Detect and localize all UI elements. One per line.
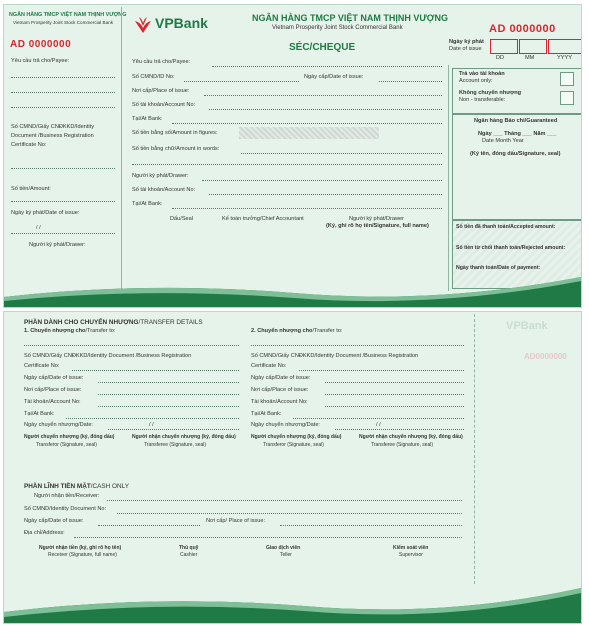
transfer-to-2: 2. Chuyển nhượng cho/Transfer to:: [251, 328, 343, 334]
transferor-1: Người chuyển nhượng (ký, đóng dấu): [24, 434, 115, 440]
stub-line: [11, 168, 115, 169]
transfer-date-slashes-1: / /: [149, 422, 154, 428]
stub-serial: AD 0000000: [10, 39, 72, 50]
cheque-front: [3, 4, 582, 308]
at-bank-line: [172, 123, 442, 124]
transfer-place-1: Nơi cấp/Place of issue:: [24, 387, 82, 393]
vpbank-logo-icon: [132, 14, 154, 34]
transfer-line: [66, 418, 239, 419]
drawer-signature-label: Người ký phát/Drawer: [349, 216, 404, 222]
sig-teller-en: Teller: [280, 552, 292, 558]
transferee-en-1: Transferee (Signature, seal): [144, 442, 207, 448]
stub-issue-date-label: Ngày ký phát/Date of issue:: [11, 210, 80, 216]
payee-line: [212, 66, 442, 67]
account-only-label: Trả vào tài khoản: [459, 71, 505, 77]
stub-date-slashes: / /: [36, 225, 41, 231]
stub-bank-name: NGÂN HÀNG TMCP VIỆT NAM THỊNH VƯỢNG: [9, 12, 127, 18]
stub-payee-label: Yêu cầu trả cho/Payee:: [11, 58, 70, 64]
transfer-line: [325, 406, 464, 407]
issue-date-label: Ngày ký phát: [449, 39, 484, 45]
receiver-label: Người nhận tiền/Receiver:: [34, 493, 100, 499]
stub-line: [11, 92, 115, 93]
transferor-2: Người chuyển nhượng (ký, đóng dấu): [251, 434, 342, 440]
accepted-amount-label: Số tiền đã thanh toán/Accepted amount:: [456, 224, 556, 230]
back-perforation: [474, 314, 475, 584]
mirror-serial: AD0000000: [524, 352, 567, 361]
mirror-brand: VPBank: [506, 320, 548, 332]
footer-wave: [4, 271, 581, 307]
transfer-cert-2: Certificate No:: [251, 363, 287, 369]
payee-label: Yêu cầu trả cho/Payee:: [132, 59, 191, 65]
bank-name: NGÂN HÀNG TMCP VIỆT NAM THỊNH VƯỢNG: [252, 13, 448, 23]
drawer-label: Người ký phát/Drawer:: [132, 173, 189, 179]
transfer-line: [293, 418, 464, 419]
seal-label: Dấu/Seal: [170, 216, 194, 222]
transferee-1: Người nhận chuyển nhượng (ký, đóng dấu): [132, 434, 236, 440]
date-mm-box[interactable]: [519, 39, 547, 54]
transfer-line: [325, 394, 464, 395]
stub-id-label: Số CMND/Giấy CNĐKKD/Identity Document /Business Registration Certificate No:: [11, 124, 94, 148]
transfer-account-1: Tài khoản/Account No:: [24, 399, 81, 405]
transfer-date-2: Ngày cấp/Date of issue:: [251, 375, 311, 381]
guarantee-title: Ngân hàng Bảo chi/Guaranteed: [474, 118, 558, 124]
transfer-cert-1: Certificate No:: [24, 363, 60, 369]
issue-date-label-en: Date of issue: [449, 46, 482, 52]
transferee-en-2: Transferee (Signature, seal): [371, 442, 434, 448]
transfer-tdate-1: Ngày chuyển nhượng/Date:: [24, 422, 93, 428]
sig-cashier: Thủ quỹ: [179, 545, 199, 551]
cheque-title: SÉC/CHEQUE: [289, 42, 356, 53]
guarantee-date: Ngày ___ Tháng ___ Năm ___: [478, 131, 557, 137]
sig-cashier-en: Cashier: [180, 552, 198, 558]
transfer-to-1: 1. Chuyển nhượng cho/Transfer to:: [24, 328, 116, 334]
id-no-line: [184, 81, 299, 82]
cash-line: [117, 513, 462, 514]
cash-line: [98, 525, 200, 526]
transfer-date-slashes-2: / /: [376, 422, 381, 428]
logo-text: VPBank: [155, 15, 208, 31]
date-dd-box[interactable]: [490, 39, 518, 54]
address-label: Địa chỉ/Address:: [24, 530, 65, 536]
amount-words-label: Số tiền bằng chữ/Amount in words:: [132, 146, 220, 152]
transfer-tdate-2: Ngày chuyển nhượng/Date:: [251, 422, 320, 428]
drawer-line: [202, 180, 442, 181]
stub-line: [11, 201, 115, 202]
cheque-serial: AD 0000000: [489, 23, 556, 35]
transfer-line: [98, 394, 239, 395]
transfer-line: [108, 429, 239, 430]
account-only-label-en: Account only:: [459, 78, 493, 84]
transfer-line: [24, 345, 239, 346]
drawer-account-label: Số tài khoản/Account No:: [132, 187, 196, 193]
account-line: [209, 109, 442, 110]
transfer-title: PHẦN DÀNH CHO CHUYỂN NHƯỢNG/TRANSFER DETAILS: [24, 319, 203, 326]
rejected-amount-label: Số tiền từ chối thanh toán/Rejected amount:: [456, 245, 566, 251]
receiver-id-label: Số CMND/Identity Document No:: [24, 506, 107, 512]
sig-receiver-en: Receiver (Signature, full name): [48, 552, 117, 558]
mm-label: MM: [525, 55, 535, 61]
stub-drawer-label: Người ký phát/Drawer:: [29, 242, 86, 248]
transfer-place-2: Nơi cấp/Place of issue:: [251, 387, 309, 393]
amount-words-line-2: [132, 164, 442, 165]
right-column-divider: [448, 65, 449, 291]
drawer-bank-line: [172, 208, 442, 209]
perforation-line: [121, 7, 122, 289]
stub-bank-name-en: Vietnam Prosperity Joint Stock Commercial Bank: [13, 20, 113, 25]
cash-line: [107, 500, 462, 501]
drawer-account-line: [209, 194, 442, 195]
stub-line: [11, 107, 115, 108]
receiver-date-label: Ngày cấp/Date of issue:: [24, 518, 84, 524]
sig-supervisor: Kiểm soát viên: [393, 545, 429, 551]
yyyy-label: YYYY: [557, 55, 572, 61]
transfer-date-1: Ngày cấp/Date of issue:: [24, 375, 84, 381]
cheque-back: [3, 311, 582, 624]
id-place-label: Nơi cấp/Place of issue:: [132, 88, 190, 94]
transfer-line: [98, 382, 239, 383]
sig-teller: Giao dịch viên: [266, 545, 301, 551]
sig-supervisor-en: Supervisor: [399, 552, 423, 558]
transferee-2: Người nhận chuyển nhượng (ký, đóng dấu): [359, 434, 463, 440]
drawer-signature-note: (Ký, ghi rõ họ tên/Signature, full name): [326, 223, 429, 229]
dd-label: DD: [496, 55, 505, 61]
date-yyyy-box[interactable]: [548, 39, 582, 54]
account-label: Số tài khoản/Account No:: [132, 102, 196, 108]
transfer-bank-2: Tại/At Bank:: [251, 411, 282, 417]
cash-line: [74, 537, 462, 538]
id-date-label: Ngày cấp/Date of issue:: [304, 74, 364, 80]
cash-line: [280, 525, 462, 526]
sig-receiver: Người nhận tiền (ký, ghi rõ họ tên): [39, 545, 122, 551]
stub-line: [11, 77, 115, 78]
transfer-line: [98, 406, 239, 407]
guarantee-date-en: Date Month Year: [482, 138, 524, 144]
transferor-en-1: Transferor (Signature, seal): [36, 442, 97, 448]
transfer-id-2: Số CMND/Giấy CNĐKKD/Identity Document /Business Registration: [251, 353, 419, 359]
id-date-line: [379, 81, 442, 82]
transfer-line: [251, 345, 464, 346]
drawer-bank-label: Tại/At Bank:: [132, 201, 163, 207]
transfer-bank-1: Tại/At Bank:: [24, 411, 55, 417]
payment-date-label: Ngày thanh toán/Date of payment:: [456, 265, 541, 271]
back-footer-wave: [4, 580, 581, 623]
transfer-line: [325, 382, 464, 383]
id-place-line: [204, 95, 442, 96]
guarantee-box: [452, 114, 582, 220]
non-transfer-label: Không chuyển nhượng: [459, 90, 522, 96]
amount-figures-field[interactable]: [239, 127, 379, 139]
transfer-account-2: Tài khoản/Account No:: [251, 399, 308, 405]
bank-name-en: Vietnam Prosperity Joint Stock Commercial Bank: [272, 25, 403, 31]
chief-accountant-label: Kế toán trưởng/Chief Accountant: [222, 216, 304, 222]
non-transfer-label-en: Non - transferable:: [459, 97, 506, 103]
transferor-en-2: Transferor (Signature, seal): [263, 442, 324, 448]
transfer-line: [335, 429, 464, 430]
guarantee-signature: (Ký tên, đóng dấu/Signature, seal): [470, 151, 561, 157]
transfer-id-1: Số CMND/Giấy CNĐKKD/Identity Document /Business Registration: [24, 353, 192, 359]
amount-words-line: [241, 153, 442, 154]
account-only-checkbox[interactable]: [560, 72, 574, 86]
non-transfer-checkbox[interactable]: [560, 91, 574, 105]
transfer-line: [72, 370, 239, 371]
receiver-place-label: Nơi cấp/ Place of issue:: [206, 518, 266, 524]
cash-title: PHẦN LĨNH TIỀN MẶT/CASH ONLY: [24, 483, 129, 490]
transfer-line: [299, 370, 464, 371]
id-no-label: Số CMND/ID No:: [132, 74, 175, 80]
amount-figures-label: Số tiền bằng số/Amount in figures:: [132, 130, 218, 136]
stub-line: [11, 233, 115, 234]
stub-amount-label: Số tiền/Amount:: [11, 186, 51, 192]
at-bank-label: Tại/At Bank:: [132, 116, 163, 122]
